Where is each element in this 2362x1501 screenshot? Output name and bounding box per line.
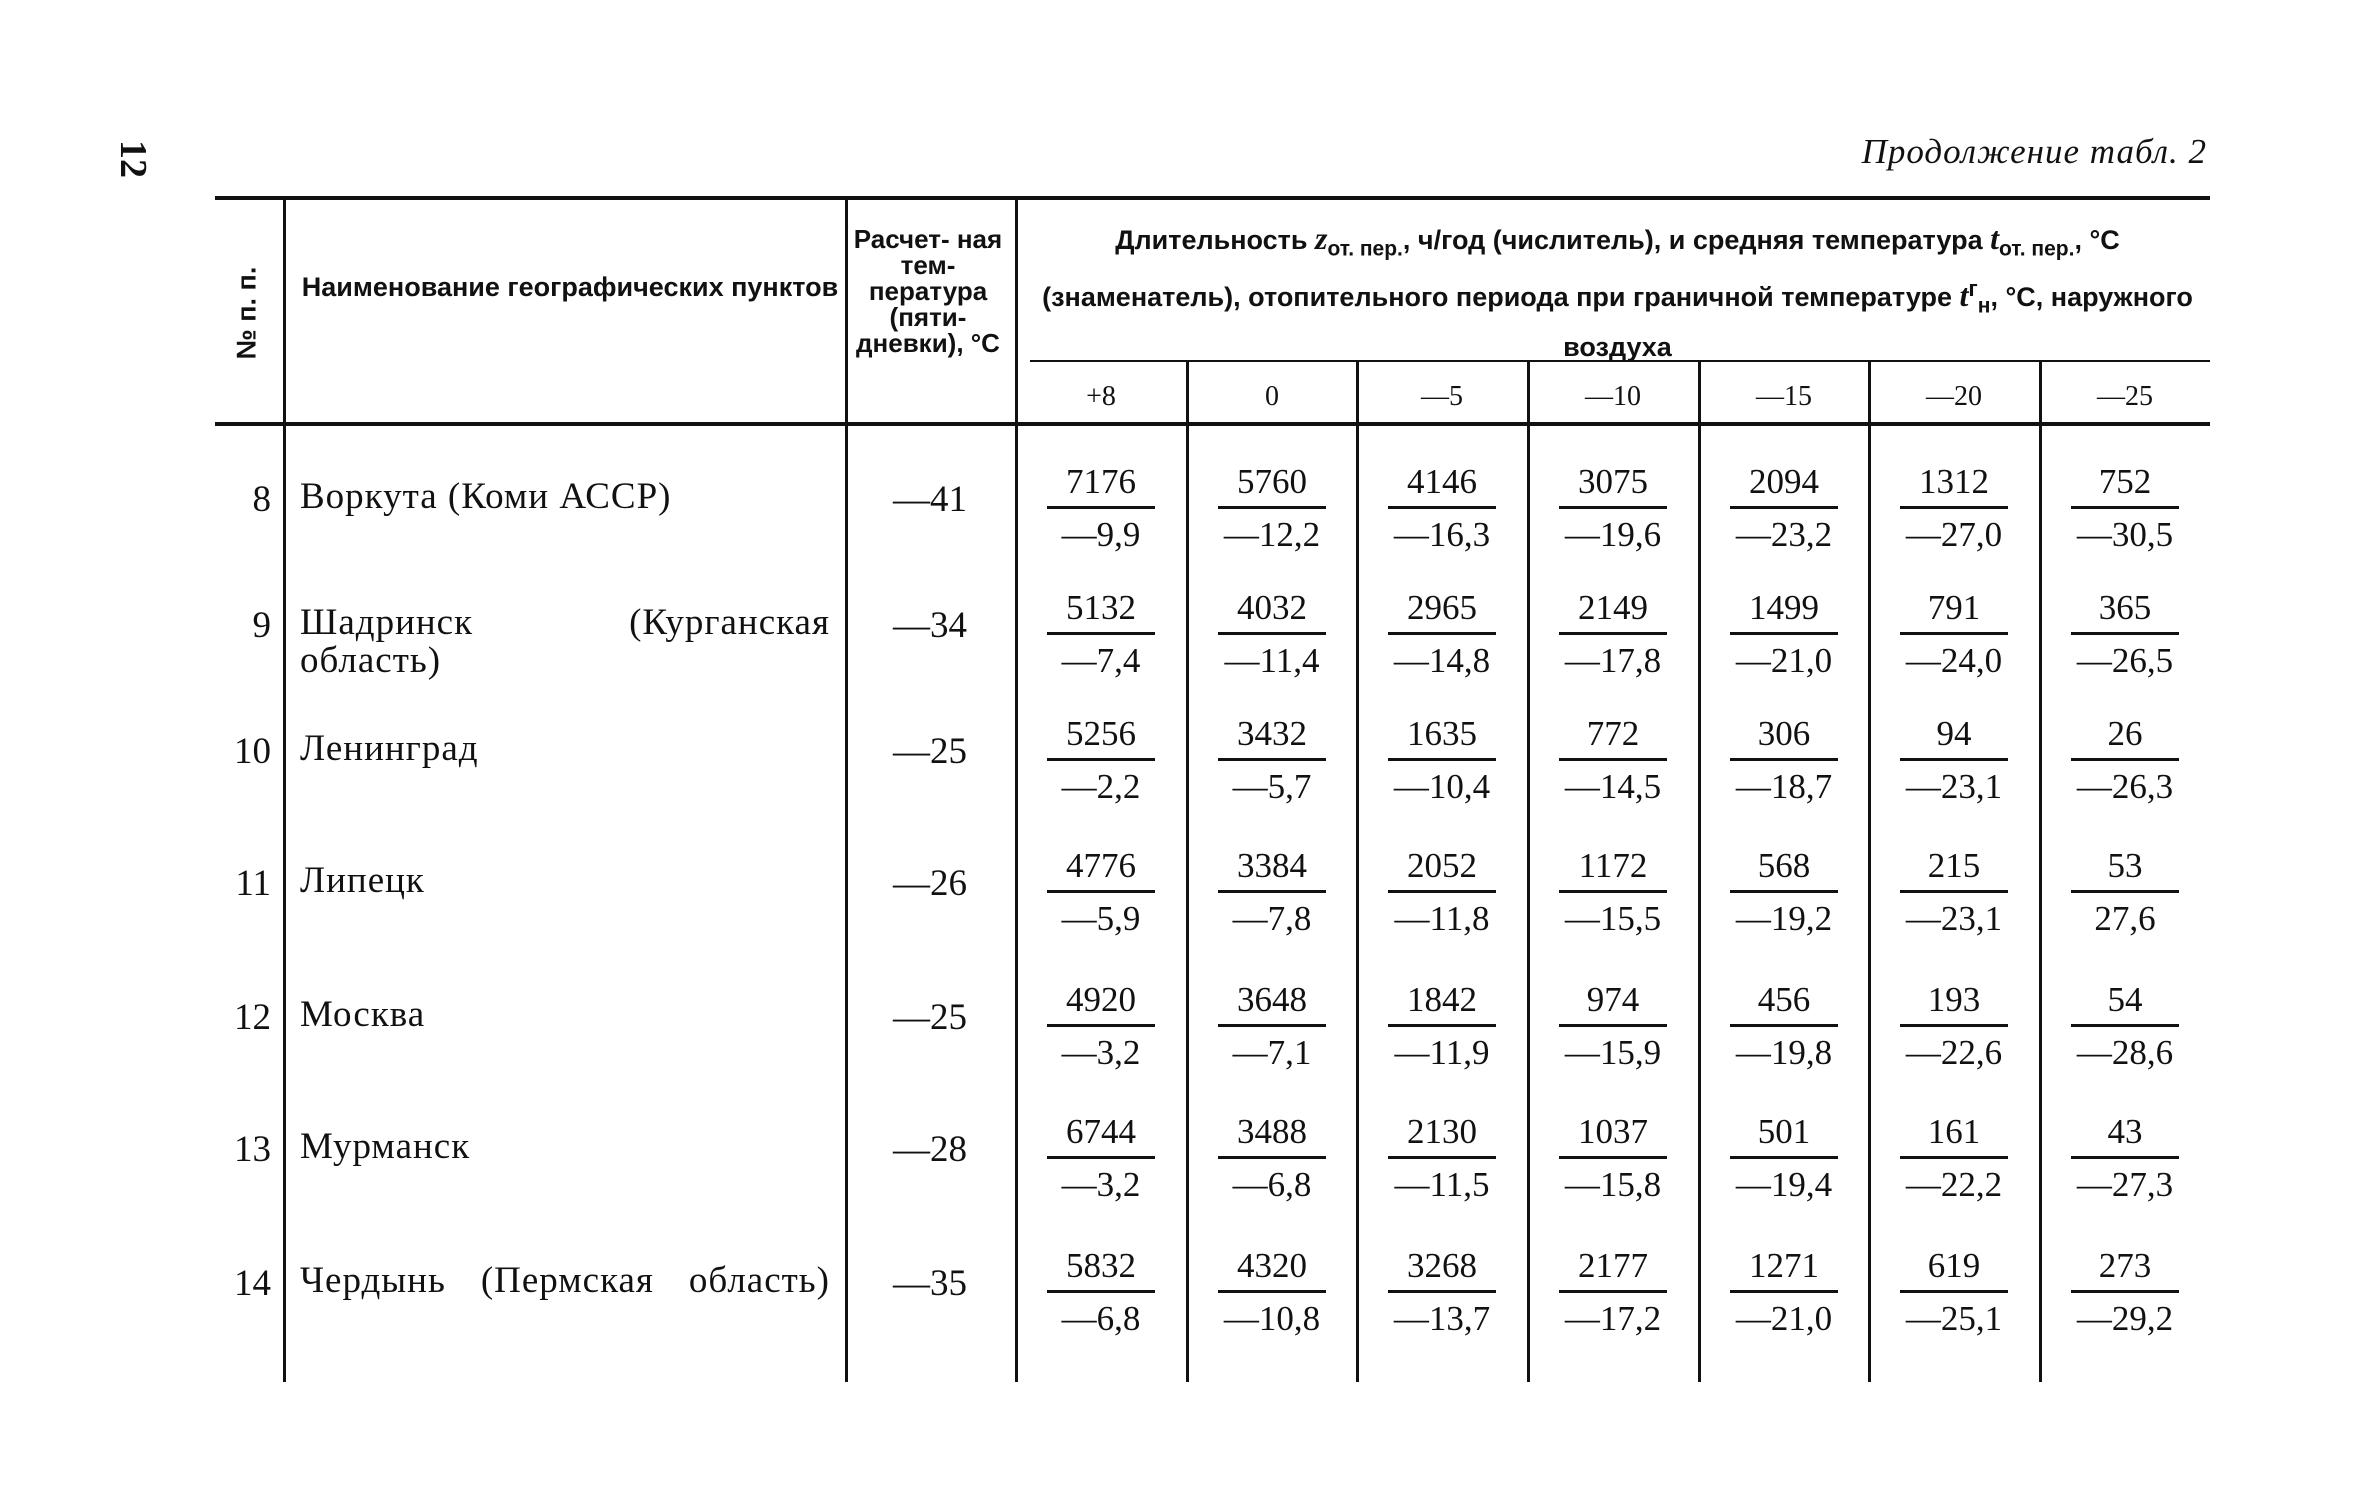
table-row: [0, 710, 2362, 840]
subheader-temp: —25: [2097, 381, 2153, 412]
temp-value: —14,5: [1564, 767, 1662, 806]
value-cell: [1879, 710, 2029, 809]
hours-value: 1499: [1749, 588, 1819, 627]
temp-value: —19,2: [1735, 899, 1833, 938]
hours-value: 6744: [1066, 1112, 1136, 1151]
temp-value: —22,2: [1905, 1165, 2003, 1204]
row-number: 9: [252, 605, 271, 646]
value-cell: [1538, 458, 1688, 557]
value-cell: [1197, 458, 1347, 557]
hours-value: 752: [2098, 462, 2152, 501]
temp-value: —5,7: [1232, 767, 1312, 806]
value-cell: [2050, 584, 2200, 683]
value-cell: [1026, 1108, 1176, 1207]
value-cell: [1197, 976, 1347, 1075]
temp-value: 27,6: [2094, 899, 2156, 938]
value-cell: [1538, 976, 1688, 1075]
table-row: [0, 458, 2362, 588]
value-cell: [1026, 584, 1176, 683]
temp-value: —28,6: [2076, 1033, 2174, 1072]
value-cell: [1026, 842, 1176, 941]
row-design-temp: —28: [893, 1129, 967, 1170]
temp-value: —18,7: [1735, 767, 1833, 806]
value-cell: [2050, 976, 2200, 1075]
temp-value: —25,1: [1905, 1299, 2003, 1338]
hours-value: 619: [1927, 1246, 1981, 1285]
temp-value: —23,1: [1905, 767, 2003, 806]
temp-value: —6,8: [1232, 1165, 1312, 1204]
temp-value: —11,5: [1394, 1165, 1490, 1204]
hours-value: 772: [1586, 714, 1640, 753]
hours-value: 1037: [1578, 1112, 1648, 1151]
value-cell: [1538, 584, 1688, 683]
hours-value: 2130: [1407, 1112, 1477, 1151]
value-cell: [2050, 842, 2200, 941]
subheader-temp: —10: [1585, 381, 1641, 412]
hours-value: 3075: [1578, 462, 1648, 501]
temp-value: —17,2: [1564, 1299, 1662, 1338]
header-bottom-rule: [215, 422, 2210, 426]
hours-value: 1271: [1749, 1246, 1819, 1285]
value-cell: [1879, 458, 2029, 557]
value-cell: [1709, 710, 1859, 809]
hours-value: 3432: [1237, 714, 1307, 753]
value-cell: [1879, 976, 2029, 1075]
value-cell: [1709, 1242, 1859, 1341]
value-cell: [1709, 1108, 1859, 1207]
value-cell: [1367, 458, 1517, 557]
subheader-temp: —5: [1421, 381, 1463, 412]
row-design-temp: —35: [893, 1263, 967, 1304]
hours-value: 4776: [1066, 846, 1136, 885]
hours-value: 3488: [1237, 1112, 1307, 1151]
temp-value: —26,5: [2076, 641, 2174, 680]
hours-value: 161: [1927, 1112, 1981, 1151]
hours-value: 5256: [1066, 714, 1136, 753]
value-cell: [1197, 584, 1347, 683]
table-row: [0, 584, 2362, 714]
temp-value: —11,8: [1394, 899, 1490, 938]
temp-value: —11,9: [1394, 1033, 1490, 1072]
hours-value: 2149: [1578, 588, 1648, 627]
value-cell: [1879, 584, 2029, 683]
hours-value: 1635: [1407, 714, 1477, 753]
value-cell: [1367, 710, 1517, 809]
row-design-temp: —25: [893, 731, 967, 772]
hours-value: 501: [1757, 1112, 1811, 1151]
value-cell: [1538, 1108, 1688, 1207]
value-cell: [1709, 976, 1859, 1075]
row-location: Москва: [300, 994, 426, 1035]
temp-value: —15,8: [1564, 1165, 1662, 1204]
row-number: 14: [234, 1263, 271, 1304]
value-cell: [1367, 1108, 1517, 1207]
hours-value: 54: [2107, 980, 2143, 1019]
value-cell: [1367, 842, 1517, 941]
temp-value: —6,8: [1061, 1299, 1141, 1338]
value-cell: [1197, 842, 1347, 941]
header-duration: Длительность $z_{от. пер.}$, ч/год (числитель), и средняя температура $t_{от. пер.}$, °C (знаменатель), отопительного периода при граничной температуре $t^г_н$, °C, наружного воздуха: [1042, 220, 2193, 362]
hours-value: 974: [1586, 980, 1640, 1019]
hours-value: 4320: [1237, 1246, 1307, 1285]
temp-value: —15,5: [1564, 899, 1662, 938]
hours-value: 1172: [1578, 846, 1648, 885]
temp-value: —3,2: [1061, 1033, 1141, 1072]
value-cell: [1197, 710, 1347, 809]
value-cell: [1879, 1242, 2029, 1341]
hours-value: 273: [2098, 1246, 2152, 1285]
temp-value: —23,1: [1905, 899, 2003, 938]
table-top-rule: [215, 196, 2210, 200]
temp-value: —30,5: [2076, 515, 2174, 554]
value-cell: [1538, 710, 1688, 809]
header-design-temp: Расчет- ная тем- пература (пяти- дневки), °C: [853, 224, 1003, 358]
temp-value: —7,4: [1061, 641, 1141, 680]
page-number: 12: [112, 140, 154, 178]
temp-value: —10,4: [1393, 767, 1491, 806]
temp-value: —21,0: [1735, 641, 1833, 680]
temp-value: —7,8: [1232, 899, 1312, 938]
hours-value: 43: [2107, 1112, 2143, 1151]
value-cell: [1367, 1242, 1517, 1341]
hours-value: 2052: [1407, 846, 1477, 885]
table-caption: Продолжение табл. 2: [1861, 132, 2207, 171]
hours-value: 3384: [1237, 846, 1307, 885]
temp-value: —22,6: [1905, 1033, 2003, 1072]
temp-value: —7,1: [1232, 1033, 1312, 1072]
value-cell: [1197, 1242, 1347, 1341]
hours-value: 5132: [1066, 588, 1136, 627]
row-location: Ленинград: [300, 728, 479, 769]
table-row: [0, 976, 2362, 1106]
hours-value: 791: [1927, 588, 1981, 627]
temp-value: —19,6: [1564, 515, 1662, 554]
row-location: Липецк: [300, 860, 425, 901]
value-cell: [1709, 584, 1859, 683]
value-cell: [1026, 976, 1176, 1075]
temp-value: —24,0: [1905, 641, 2003, 680]
value-cell: [2050, 1242, 2200, 1341]
value-cell: [1538, 1242, 1688, 1341]
value-cell: [1709, 458, 1859, 557]
temp-value: —19,4: [1735, 1165, 1833, 1204]
hours-value: 568: [1757, 846, 1811, 885]
hours-value: 2965: [1407, 588, 1477, 627]
temp-value: —27,3: [2076, 1165, 2174, 1204]
row-design-temp: —34: [893, 605, 967, 646]
value-cell: [1367, 584, 1517, 683]
value-cell: [2050, 710, 2200, 809]
hours-value: 53: [2107, 846, 2143, 885]
value-cell: [1879, 1108, 2029, 1207]
hours-value: 3648: [1237, 980, 1307, 1019]
temp-value: —14,8: [1393, 641, 1491, 680]
value-cell: [1879, 842, 2029, 941]
value-cell: [1709, 842, 1859, 941]
temp-value: —23,2: [1735, 515, 1833, 554]
table-row: [0, 842, 2362, 972]
value-cell: [1026, 1242, 1176, 1341]
row-location: Воркута (Коми АССР): [300, 476, 672, 517]
subheader-temp: +8: [1086, 381, 1116, 412]
row-number: 13: [234, 1129, 271, 1170]
row-design-temp: —25: [893, 997, 967, 1038]
subheader-temp: —20: [1926, 381, 1982, 412]
temp-value: —11,4: [1224, 641, 1320, 680]
hours-value: 5760: [1237, 462, 1307, 501]
row-design-temp: —41: [893, 479, 967, 520]
row-design-temp: —26: [893, 863, 967, 904]
temp-value: —21,0: [1735, 1299, 1833, 1338]
hours-value: 193: [1927, 980, 1981, 1019]
hours-value: 215: [1927, 846, 1981, 885]
temp-value: —13,7: [1393, 1299, 1491, 1338]
header-num: № п. п.: [231, 266, 261, 359]
hours-value: 2094: [1749, 462, 1819, 501]
value-cell: [2050, 1108, 2200, 1207]
hours-value: 94: [1936, 714, 1972, 753]
temp-value: —27,0: [1905, 515, 2003, 554]
hours-value: 4920: [1066, 980, 1136, 1019]
header-name: Наименование географических пунктов: [301, 272, 839, 302]
hours-value: 456: [1757, 980, 1811, 1019]
temp-value: —12,2: [1223, 515, 1321, 554]
hours-value: 26: [2107, 714, 2143, 753]
hours-value: 4032: [1237, 588, 1307, 627]
hours-value: 2177: [1578, 1246, 1648, 1285]
temp-value: —9,9: [1061, 515, 1141, 554]
hours-value: 1312: [1919, 462, 1989, 501]
temp-value: —17,8: [1564, 641, 1662, 680]
hours-value: 306: [1757, 714, 1811, 753]
value-cell: [1026, 710, 1176, 809]
row-location: Чердынь (Пермская область): [300, 1260, 830, 1301]
row-number: 12: [234, 997, 271, 1038]
table-row: [0, 1242, 2362, 1372]
temp-value: —16,3: [1393, 515, 1491, 554]
row-number: 11: [235, 863, 271, 904]
row-number: 10: [234, 731, 271, 772]
temp-value: —3,2: [1061, 1165, 1141, 1204]
temp-value: —26,3: [2076, 767, 2174, 806]
row-number: 8: [252, 479, 271, 520]
subheader-temp: —15: [1756, 381, 1812, 412]
hours-value: 5832: [1066, 1246, 1136, 1285]
hours-value: 4146: [1407, 462, 1477, 501]
temp-value: —19,8: [1735, 1033, 1833, 1072]
subheader-temp: 0: [1265, 381, 1279, 412]
temp-value: —29,2: [2076, 1299, 2174, 1338]
temp-value: —10,8: [1223, 1299, 1321, 1338]
hours-value: 3268: [1407, 1246, 1477, 1285]
value-cell: [1026, 458, 1176, 557]
value-cell: [1367, 976, 1517, 1075]
value-cell: [1538, 842, 1688, 941]
row-location: Шадринск (Курганская область): [300, 602, 830, 681]
temp-value: —5,9: [1061, 899, 1141, 938]
temp-value: —15,9: [1564, 1033, 1662, 1072]
hours-value: 1842: [1407, 980, 1477, 1019]
value-cell: [1197, 1108, 1347, 1207]
hours-value: 365: [2098, 588, 2152, 627]
header-num-cell: [215, 205, 278, 420]
hours-value: 7176: [1066, 462, 1136, 501]
row-location: Мурманск: [300, 1126, 471, 1167]
value-cell: [2050, 458, 2200, 557]
table-row: [0, 1108, 2362, 1238]
temp-value: —2,2: [1061, 767, 1141, 806]
